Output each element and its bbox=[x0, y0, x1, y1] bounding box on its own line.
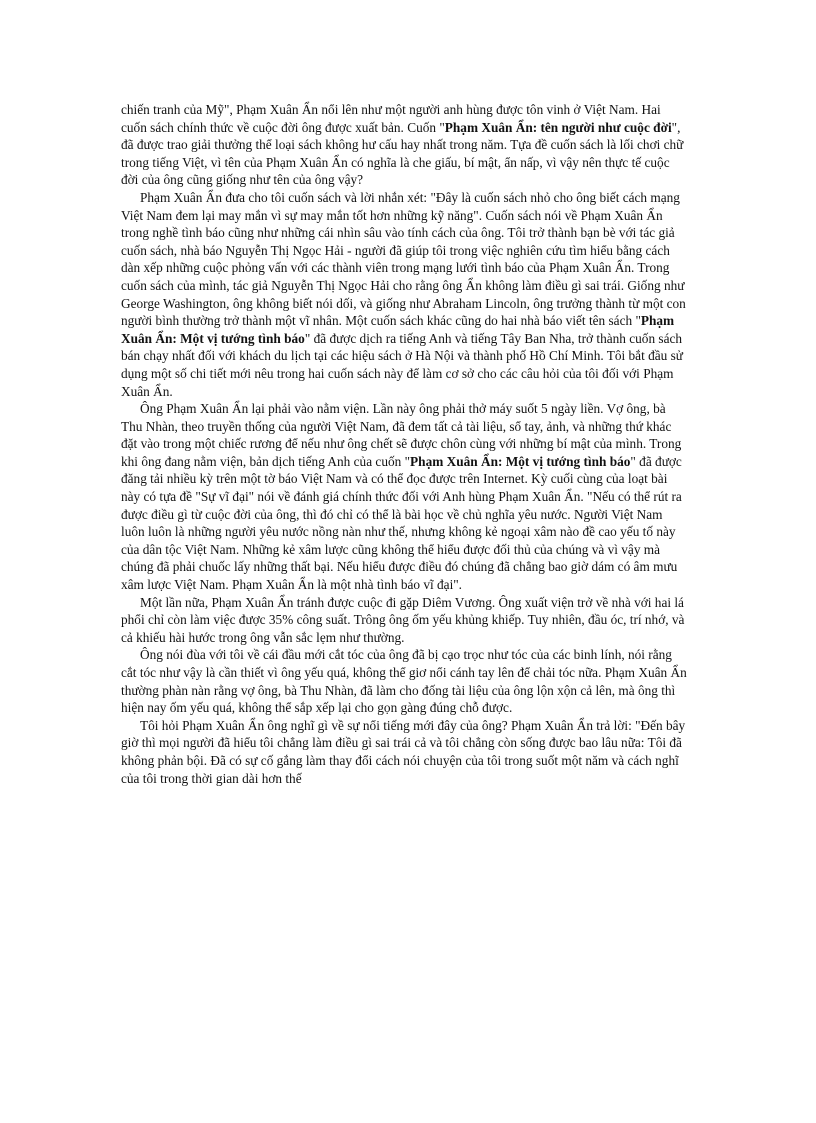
paragraph-text: Ông nói đùa với tôi về cái đầu mới cắt tóc của ông đã bị cạo trọc như tóc của các binh lính, nói rằng cắt tóc như vậy là cần thiết vì ông yếu quá, không thể giơ nổi cánh tay lên để chải tóc nữa. Phạm Xuân Ẩn thường phàn nàn rằng vợ ông, bà Thu Nhàn, đã làm cho đống tài liệu của ông lộn xộn cả lên, mà ông thì hiện nay ốm yếu quá, không thể sắp xếp lại cho gọn gàng đúng chỗ được. bbox=[121, 647, 687, 716]
paragraph bbox=[121, 189, 687, 400]
paragraph-text: " đã được dịch ra tiếng Anh và tiếng Tây Ban Nha, trở thành cuốn sách bán chạy nhất đối với khách du lịch tại các hiệu sách ở Hà Nội và thành phố Hồ Chí Minh. Tôi bắt đầu sử dụng một số chi tiết mới nêu trong hai cuốn sách này để làm cơ sở cho các câu hỏi của tôi đối với Phạm Xuân Ẩn. bbox=[121, 330, 684, 399]
paragraph bbox=[121, 101, 687, 189]
paragraph-text: Một lần nữa, Phạm Xuân Ẩn tránh được cuộc đi gặp Diêm Vương. Ông xuất viện trở về nhà với hai lá phổi chỉ còn làm việc được 35% công suất. Trông ông ốm yếu khủng khiếp. Tuy nhiên, đầu óc, trí nhớ, và cả khiếu hài hước trong ông vẫn sắc lẹm như thường. bbox=[121, 594, 685, 645]
paragraph bbox=[121, 717, 687, 787]
book-title: Phạm Xuân Ẩn: tên người như cuộc đời bbox=[444, 119, 672, 135]
paragraph-text: Ông Phạm Xuân Ẩn lại phải vào nằm viện. Lần này ông phải thở máy suốt 5 ngày liền. Vợ ông, bà Thu Nhàn, theo truyền thống của người Việt Nam, đã đem tất cả tài liệu, sổ tay, ảnh, và những thứ khác đặt vào trong một chiếc rương để nếu như ông chết sẽ được chôn cùng với những bí mật của mình. Trong khi ông đang nằm viện, bản dịch tiếng Anh của cuốn " bbox=[121, 401, 682, 469]
paragraph bbox=[121, 646, 687, 716]
paragraph-text: ", đã được trao giải thưởng thể loại sách không hư cấu hay nhất trong năm. Tựa đề cuốn sách là lối chơi chữ trong tiếng Việt, vì tên của Phạm Xuân Ẩn có nghĩa là che giấu, bí mật, ẩn nấp, vì vậy nên thực tế cuộc đời của ông cũng giống như tên của ông vậy? bbox=[121, 119, 684, 188]
paragraph-text: Phạm Xuân Ẩn đưa cho tôi cuốn sách và lời nhắn xét: "Đây là cuốn sách nhỏ cho ông biết cách mạng Việt Nam đem lại may mắn vì sự may mắn tốt hơn những kỹ năng". Cuốn sách nói về Phạm Xuân Ẩn trong nghề tình báo cũng như những cái nhìn sâu vào tính cách của ông. Tôi trở thành bạn bè với tác giả cuốn sách, nhà báo Nguyễn Thị Ngọc Hải - người đã giúp tôi trong việc nghiên cứu tìm hiểu bằng cách dàn xếp những cuộc phỏng vấn với các thành viên trong mạng lưới tình báo của Phạm Xuân Ẩn. Trong cuốn sách của mình, tác giả Nguyễn Thị Ngọc Hải cho rằng ông Ẩn không làm điều gì sai trái. Giống như George Washington, ông không biết nói dối, và giống như Abraham Lincoln, ông trưởng thành từ một con người bình thường trở thành một vĩ nhân. Một cuốn sách khác cũng do hai nhà báo viết tên sách " bbox=[121, 189, 686, 329]
paragraph-text: chiến tranh của Mỹ", Phạm Xuân Ẩn nổi lên như một người anh hùng được tôn vinh ở Việt Nam. Hai cuốn sách chính thức về cuộc đời ông được xuất bản. Cuốn " bbox=[121, 102, 661, 135]
paragraph bbox=[121, 594, 687, 647]
paragraph bbox=[121, 400, 687, 594]
book-title: Phạm Xuân Ẩn: Một vị tướng tình báo bbox=[121, 313, 675, 346]
paragraph-text: Tôi hỏi Phạm Xuân Ẩn ông nghĩ gì về sự nổi tiếng mới đây của ông? Phạm Xuân Ẩn trả lời: "Đến bây giờ thì mọi người đã hiểu tôi chẳng làm điều gì sai trái cả và tôi chẳng còn sống được bao lâu nữa: Tôi đã không phản bội. Đã có sự cố gắng làm thay đổi cách nói chuyện của tôi trong suốt một năm và cách nghĩ của tôi trong thời gian dài hơn thế bbox=[121, 717, 686, 786]
document-page bbox=[121, 101, 687, 787]
book-title: Phạm Xuân Ẩn: Một vị tướng tình báo bbox=[410, 453, 631, 469]
paragraph-text: " đã được đăng tải nhiều kỳ trên một tờ báo Việt Nam và có thể đọc được trên Internet. Kỳ cuối cùng của loạt bài này có tựa đề "Sự vĩ đại" nói về đánh giá chính thức đối với Anh hùng Phạm Xuân Ẩn. "Nếu có thể rút ra được điều gì từ cuộc đời của ông, thì đó chỉ có thể là bài học về chủ nghĩa yêu nước. Người Việt Nam luôn luôn là những người yêu nước nồng nàn như thế, nhưng không kẻ ngoại xâm nào đề cao yếu tố này của dân tộc Việt Nam. Những kẻ xâm lược cũng không thể hiểu được đối thủ của chúng và vì vậy mà chúng đã phải chuốc lấy những thất bại. Nếu hiểu được điều đó chúng đã chẳng bao giờ dám có âm mưu xâm lược Việt Nam. Phạm Xuân Ẩn là một nhà tình báo vĩ đại". bbox=[121, 453, 682, 593]
